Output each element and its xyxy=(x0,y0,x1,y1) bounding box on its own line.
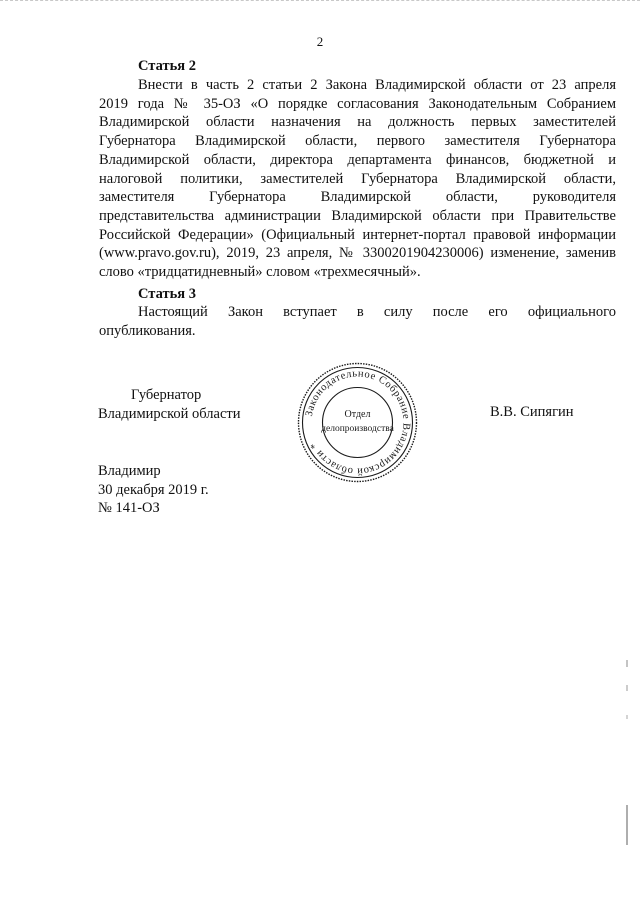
article-2-heading: Статья 2 xyxy=(138,58,196,74)
official-stamp xyxy=(295,360,420,485)
article-2-line: слово «тридцатидневный» словом «трехмесячный». xyxy=(99,264,421,281)
signature-title-line2: Владимирской области xyxy=(98,406,241,422)
article-2-text xyxy=(99,76,616,282)
stamp-seal-icon xyxy=(295,360,420,485)
signing-date: 30 декабря 2019 г. xyxy=(98,481,209,498)
stamp-center-line1: Отдел xyxy=(344,409,371,420)
article-2-line: 2019 года № 35-ОЗ «О порядке согласования Законодательным Собранием xyxy=(99,95,616,112)
page-top-edge xyxy=(0,0,640,3)
stamp-center-line2: делопроизводства xyxy=(321,424,394,434)
article-2-line: Губернатора Владимирской области, первого заместителя Губернатора xyxy=(99,133,616,150)
signatory-name: В.В. Сипягин xyxy=(490,404,574,420)
law-number: № 141-ОЗ xyxy=(98,500,160,517)
signature-title-line1: Губернатор xyxy=(131,387,202,403)
article-2-line: Российской Федерации» (Официальный интернет-портал правовой информации xyxy=(99,226,616,243)
article-3-line: опубликования. xyxy=(99,322,196,339)
article-2-line: налоговой политики, заместителей Губернатора Владимирской области, xyxy=(99,170,616,187)
article-3-heading: Статья 3 xyxy=(138,286,196,302)
article-3-line: Настоящий Закон вступает в силу после его официального xyxy=(138,304,616,320)
article-2-line: (www.pravo.gov.ru), 2019, 23 апреля, № 3300201904230006) изменение, заменив xyxy=(99,245,616,262)
article-2-line: заместителя Губернатора Владимирской области, руководителя xyxy=(99,189,616,206)
city: Владимир xyxy=(98,463,161,479)
scan-margin-marks xyxy=(624,655,630,855)
article-2-line: Владимирской области назначения на должность первых заместителей xyxy=(99,114,616,131)
article-2-line: Владимирской области, директора департамента финансов, бюджетной и xyxy=(99,151,616,168)
article-2-line: Внести в часть 2 статьи 2 Закона Владимирской области от 23 апреля xyxy=(138,77,616,93)
article-3-text xyxy=(99,303,616,340)
article-2-line: представительства администрации Владимирской области при Правительстве xyxy=(99,207,616,224)
page-number: 2 xyxy=(316,34,324,49)
svg-text:Законодательное Собрание Влади: Законодательное Собрание Владимирской области * xyxy=(303,368,412,477)
place-date-block xyxy=(98,462,209,518)
